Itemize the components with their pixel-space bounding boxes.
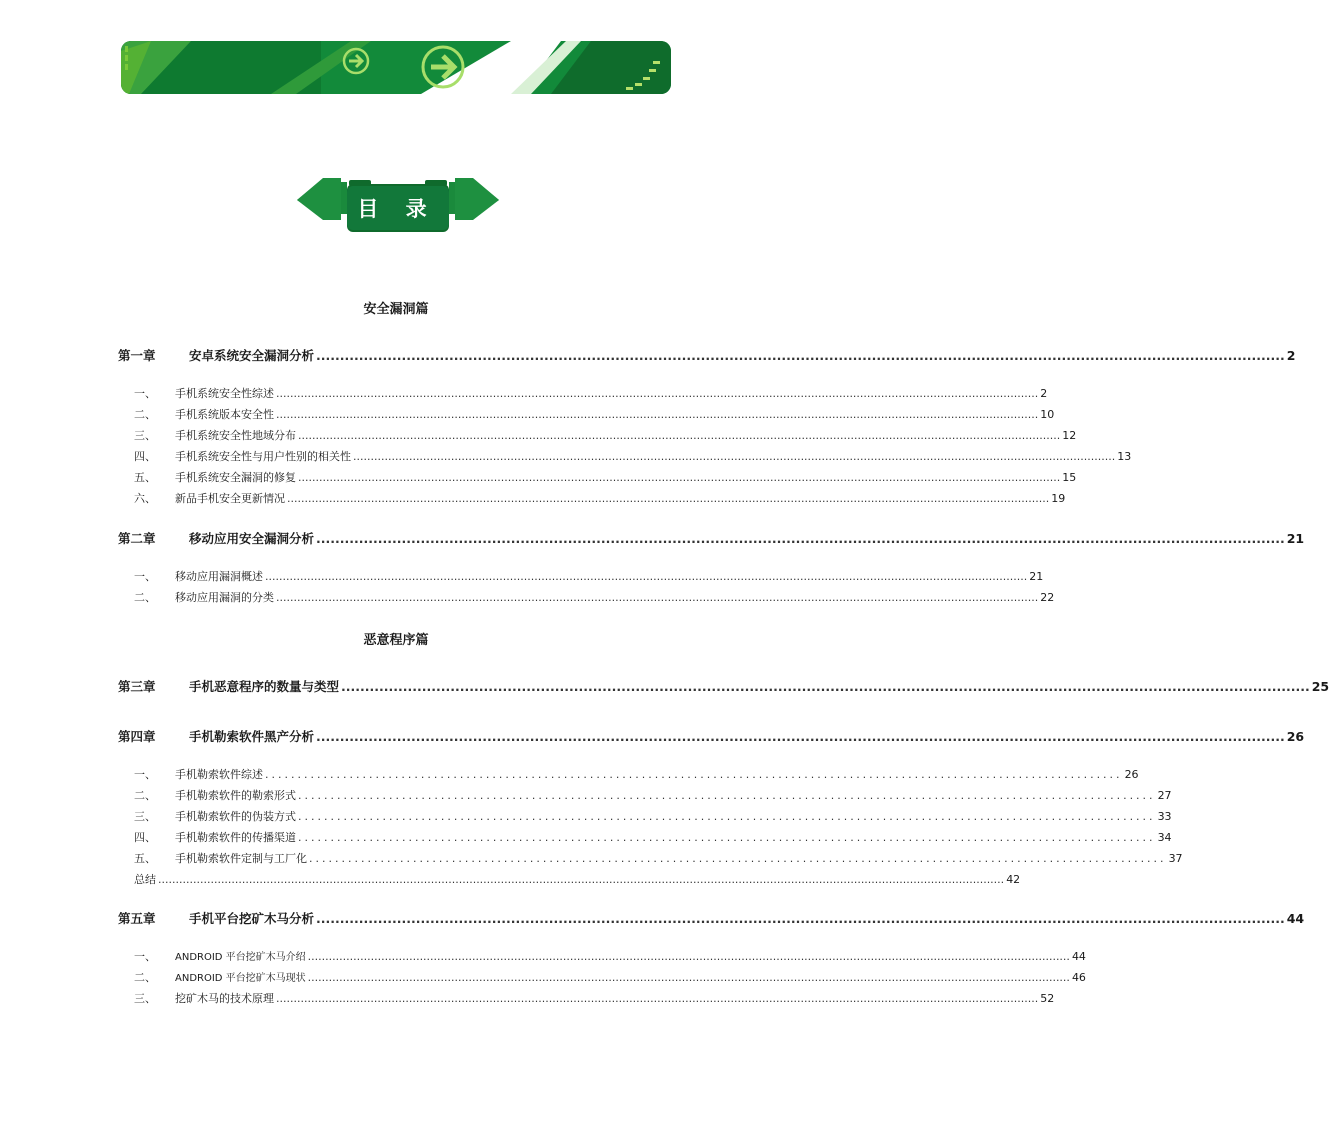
toc-item-row[interactable] [118,406,1055,424]
item-number: 六、 [134,492,156,505]
page-number: 42 [1006,873,1021,886]
dot-leader: .......................................................................................................................................................................................................................... [265,570,1028,583]
chapter-title: 移动应用安全漏洞分析 [189,531,315,546]
toc-item-row[interactable] [118,427,1077,445]
dot-leader: .......................................................................................................................................................................................................................... [276,408,1039,421]
item-title: ANDROID 平台挖矿木马介绍 [175,952,306,963]
dot-leader: .......................................................................................................................................................................................................................... [298,429,1061,442]
toc-item-row[interactable] [118,808,1172,826]
dot-leader: ............................................................................................................................................................................................................ [316,729,1285,744]
item-title: 手机勒索软件的伪装方式 [175,810,296,823]
dot-leader: .................................................................................................................................... [265,768,1123,781]
item-title: 手机勒索软件定制与工厂化 [175,852,307,865]
item-number: 一、 [134,768,156,781]
toc-item-row[interactable] [118,990,1055,1008]
page-number: 12 [1062,429,1077,442]
dot-leader: .................................................................................................................................................................................................................................................. [158,873,1005,886]
page-number: 33 [1157,810,1172,823]
item-number: 二、 [134,408,156,421]
item-number: 三、 [134,810,156,823]
page-number: 34 [1157,831,1172,844]
toc-item-row[interactable] [118,787,1172,805]
toc-item-row[interactable] [118,589,1055,607]
item-number: 三、 [134,429,156,442]
toc-item-row[interactable] [118,829,1172,847]
item-number: 一、 [134,570,156,583]
dot-leader: .......................................................................................................................................................................................................................... [353,450,1116,463]
item-number: 二、 [134,591,156,604]
item-number: 一、 [134,387,156,400]
dot-leader: ............................................................................................................................................................................................................ [316,348,1285,363]
toc-chapter-row[interactable] [118,530,1305,548]
toc-item-row[interactable] [118,948,1086,966]
item-title: 手机勒索软件综述 [175,768,263,781]
item-number: 四、 [134,831,156,844]
toc-item-row[interactable] [118,490,1066,508]
chapter-number: 第一章 [118,348,156,363]
page-number: 44 [1071,950,1086,963]
item-number: 一、 [134,950,156,963]
dot-leader: .......................................................................................................................................................................................................................... [276,992,1039,1005]
dot-leader: .......................................................................................................................................................................................................................... [287,492,1050,505]
dot-leader: .......................................................................................................................................................................................................................... [276,387,1039,400]
page-number: 10 [1040,408,1055,421]
toc-chapter-row[interactable] [118,910,1305,928]
toc-item-row[interactable] [118,850,1183,868]
section-title: 安全漏洞篇 [363,302,429,317]
page-number: 44 [1286,911,1305,926]
toc-chapter-row[interactable] [118,678,1329,696]
chapter-title: 手机勒索软件黑产分析 [189,729,315,744]
page-number: 26 [1124,768,1139,781]
item-number: 二、 [134,789,156,802]
section-title: 恶意程序篇 [363,633,429,648]
page-number: 21 [1029,570,1044,583]
header-banner [121,41,671,94]
dot-leader: ............................................................................................................................................................................................................ [341,679,1310,694]
chapter-number: 第四章 [118,729,156,744]
item-number: 三、 [134,992,156,1005]
toc-item-row[interactable] [118,969,1086,987]
item-number: 五、 [134,471,156,484]
item-title: ANDROID 平台挖矿木马现状 [175,973,306,984]
item-title: 手机系统安全性地域分布 [175,429,296,442]
page-number: 13 [1117,450,1132,463]
dot-leader: .......................................................................................................................................................................................................................... [307,971,1070,984]
item-title: 手机系统安全性综述 [175,387,274,400]
toc-chapter-row[interactable] [118,347,1296,365]
item-title: 手机系统安全性与用户性别的相关性 [175,450,351,463]
item-number: 四、 [134,450,156,463]
toc-item-row[interactable] [118,469,1077,487]
item-title: 移动应用漏洞的分类 [175,591,274,604]
item-title: 挖矿木马的技术原理 [175,992,274,1005]
dot-leader: .................................................................................................................................... [298,789,1156,802]
item-number: 二、 [134,971,156,984]
page-number: 27 [1157,789,1172,802]
dot-leader: .................................................................................................................................... [298,810,1156,823]
dot-leader: .......................................................................................................................................................................................................................... [276,591,1039,604]
page-number: 22 [1040,591,1055,604]
toc-chapter-row[interactable] [118,728,1305,746]
item-title: 手机勒索软件的勒索形式 [175,789,296,802]
toc-item-row[interactable] [118,448,1132,466]
chapter-number: 第二章 [118,531,156,546]
page-number: 25 [1311,679,1329,694]
item-title: 移动应用漏洞概述 [175,570,263,583]
chapter-number: 第三章 [118,679,156,694]
toc-item-row[interactable] [118,766,1139,784]
toc-item-row[interactable] [118,568,1044,586]
summary-title: 总结 [134,873,156,886]
item-title: 新品手机安全更新情况 [175,492,285,505]
toc-summary-row[interactable] [118,871,1021,889]
dot-leader: .................................................................................................................................... [309,852,1167,865]
page-number: 26 [1286,729,1305,744]
page-number: 19 [1051,492,1066,505]
dot-leader: .......................................................................................................................................................................................................................... [307,950,1070,963]
page-number: 2 [1040,387,1048,400]
page-number: 37 [1168,852,1183,865]
dot-leader: .................................................................................................................................... [298,831,1156,844]
page-number: 15 [1062,471,1077,484]
page-number: 46 [1071,971,1086,984]
chapter-title: 安卓系统安全漏洞分析 [189,348,315,363]
page-number: 52 [1040,992,1055,1005]
dot-leader: .......................................................................................................................................................................................................................... [298,471,1061,484]
toc-title: 目 录 [357,197,437,221]
chapter-title: 手机平台挖矿木马分析 [189,911,315,926]
item-title: 手机系统版本安全性 [175,408,274,421]
item-number: 五、 [134,852,156,865]
item-title: 手机系统安全漏洞的修复 [175,471,296,484]
chapter-title: 手机恶意程序的数量与类型 [189,679,340,694]
page-number: 21 [1286,531,1305,546]
toc-item-row[interactable] [118,385,1048,403]
dot-leader: ............................................................................................................................................................................................................ [316,911,1285,926]
chapter-number: 第五章 [118,911,156,926]
page-number: 2 [1286,348,1296,363]
item-title: 手机勒索软件的传播渠道 [175,831,296,844]
dot-leader: ............................................................................................................................................................................................................ [316,531,1285,546]
